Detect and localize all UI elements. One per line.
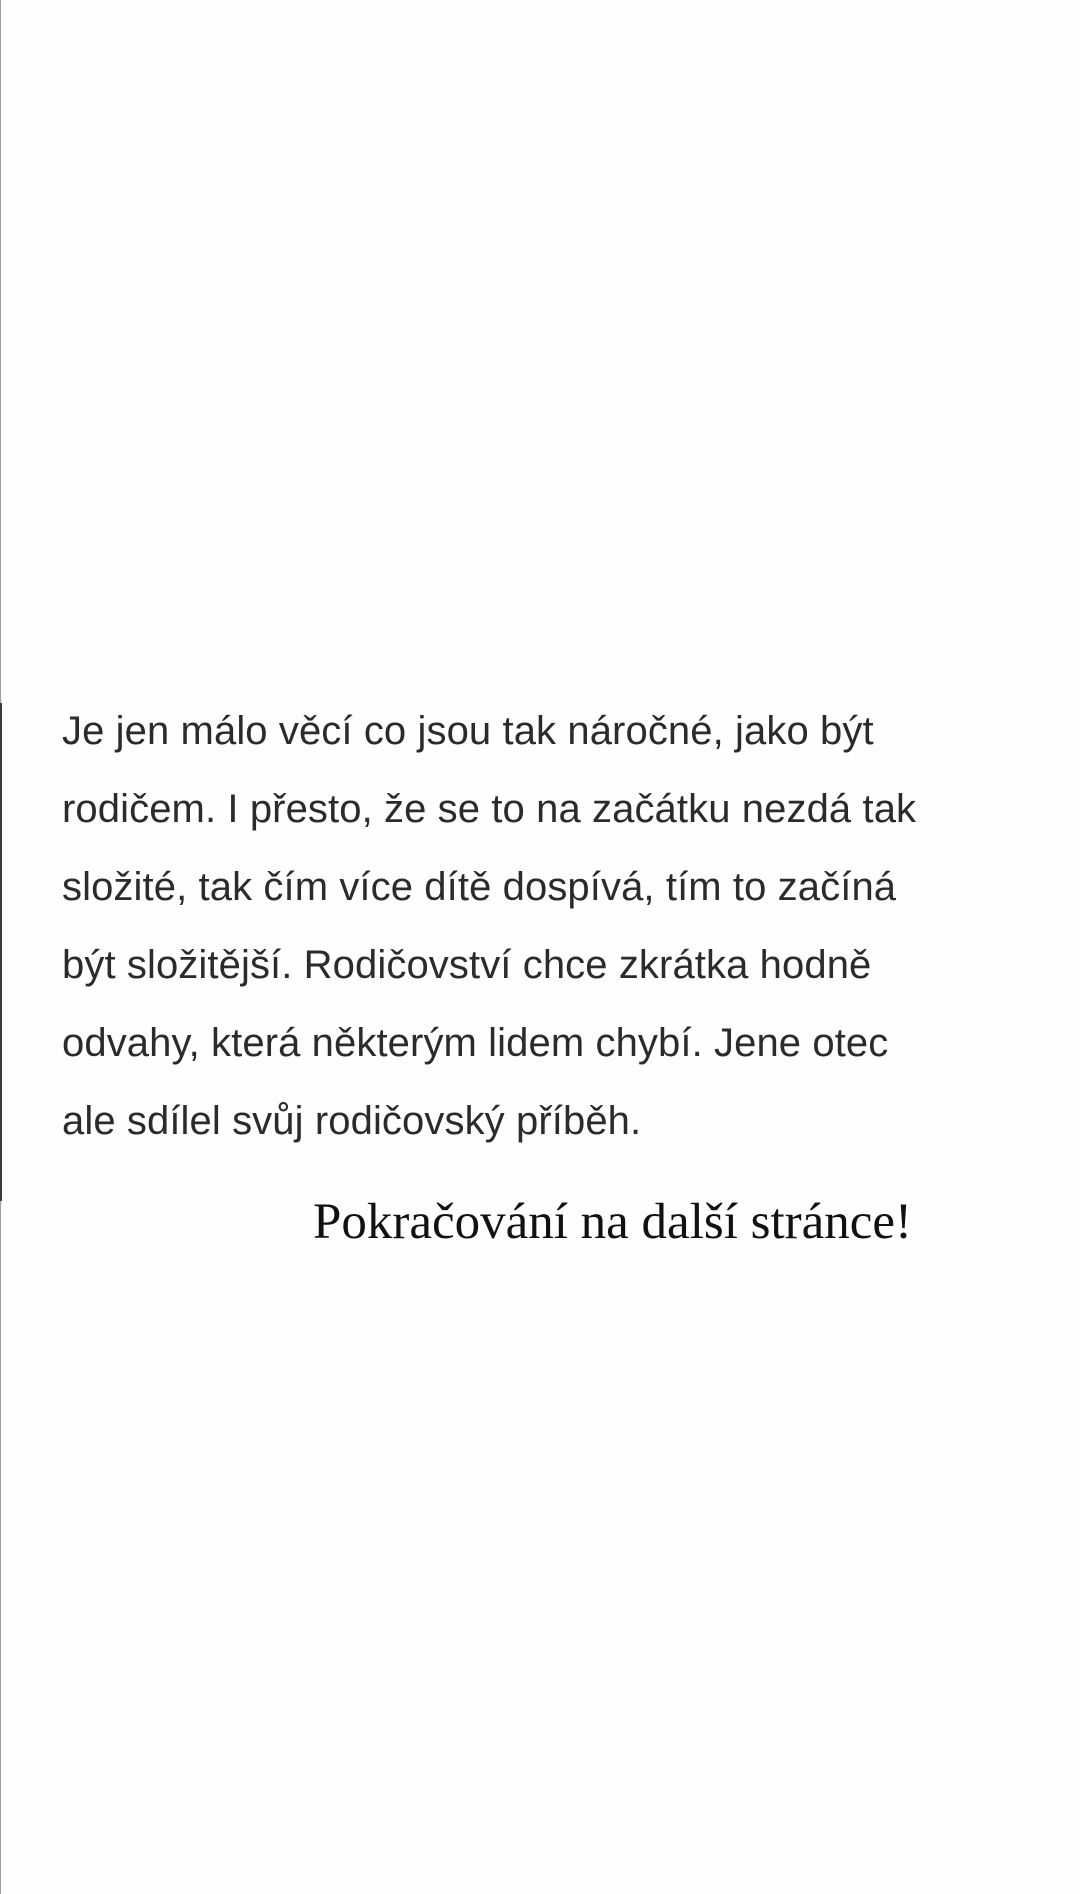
left-edge-marker: [0, 703, 2, 1201]
story-line-2: rodičem. I přesto, že se to na začátku nezdá tak: [62, 787, 917, 831]
story-line-6: ale sdílel svůj rodičovský příběh.: [62, 1099, 642, 1143]
story-paragraph: [62, 692, 1022, 1160]
story-line-1: Je jen málo věcí co jsou tak náročné, jako být: [62, 709, 874, 753]
continue-note: Pokračování na další stránce!: [313, 1194, 913, 1250]
story-line-3: složité, tak čím více dítě dospívá, tím to začíná: [62, 865, 897, 909]
story-line-5: odvahy, která některým lidem chybí. Jene otec: [62, 1021, 889, 1065]
story-line-4: být složitější. Rodičovství chce zkrátka hodně: [62, 943, 872, 987]
